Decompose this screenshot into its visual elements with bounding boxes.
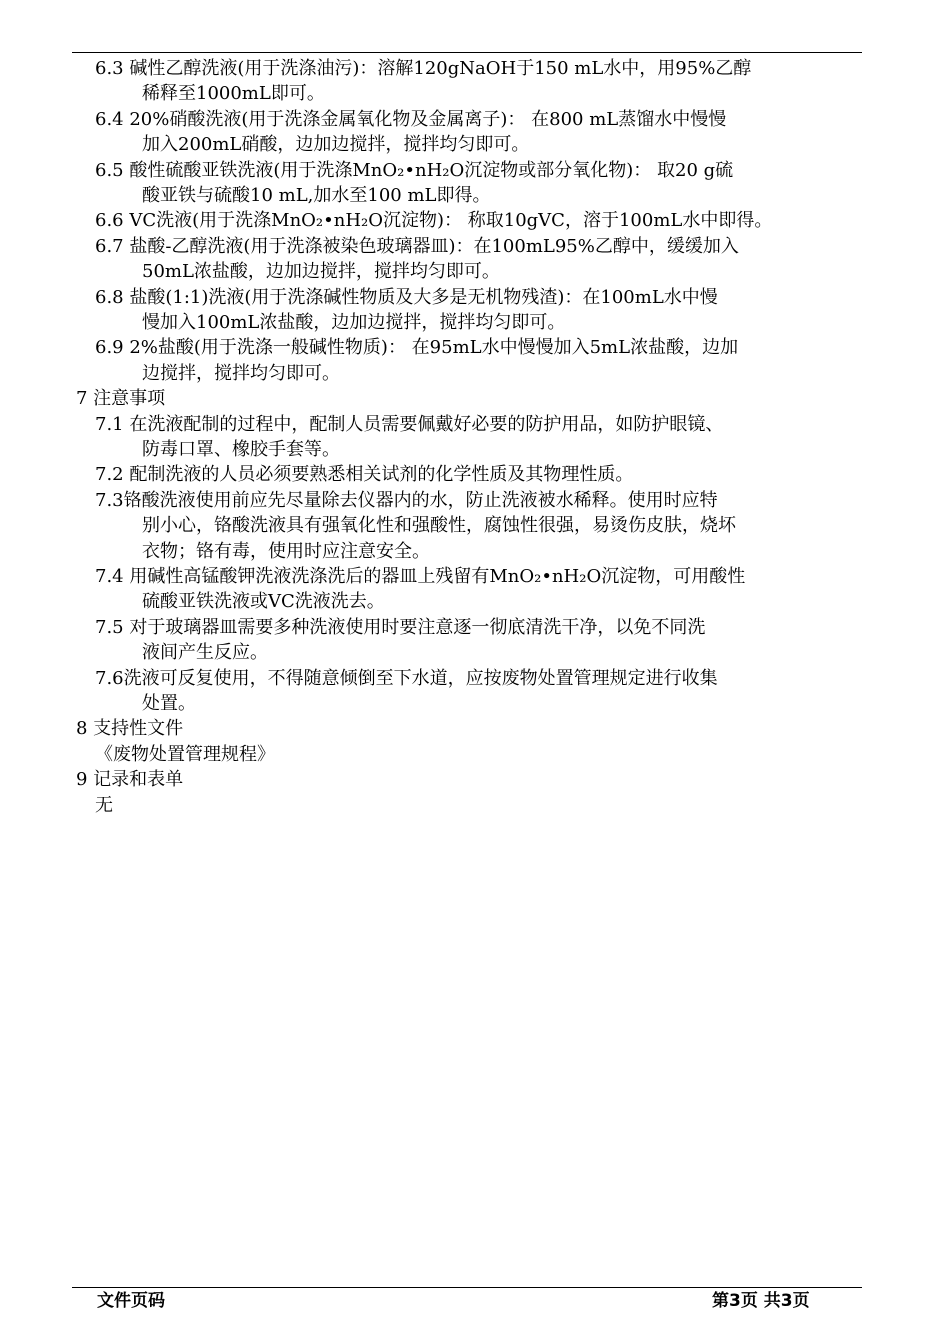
- header-rule: [72, 52, 862, 53]
- clause-item: 7.5 对于玻璃器皿需要多种洗液使用时要注意逐一彻底清洗干净，以免不同洗: [95, 616, 706, 638]
- text-line: 处置。: [142, 693, 196, 714]
- text-line: 50mL浓盐酸，边加边搅拌，搅拌均匀即可。: [142, 261, 500, 283]
- section-heading: 7 注意事项: [76, 388, 166, 410]
- clause-item: 7.3铬酸洗液使用前应先尽量除去仪器内的水，防止洗液被水稀释。使用时应特: [95, 489, 718, 511]
- text-line: 酸亚铁与硫酸10 mL,加水至100 mL即得。: [142, 185, 491, 206]
- text-line: 《废物处置管理规程》: [95, 743, 275, 765]
- text-line: 别小心，铬酸洗液具有强氧化性和强酸性，腐蚀性很强，易烫伤皮肤，烧坏: [142, 515, 736, 537]
- clause-item: 6.8 盐酸(1:1)洗液(用于洗涤碱性物质及大多是无机物残渣)：在100mL水中慢: [95, 286, 718, 308]
- text-line: 加入200mL硝酸，边加边搅拌，搅拌均匀即可。: [142, 134, 530, 156]
- footer-label: 文件页码: [97, 1291, 165, 1311]
- clause-item: 6.4 20%硝酸洗液(用于洗涤金属氧化物及金属离子)： 在800 mL蒸馏水中慢慢: [95, 108, 727, 130]
- text-line: 衣物；铬有毒，使用时应注意安全。: [142, 540, 430, 562]
- clause-item: 6.3 碱性乙醇洗液(用于洗涤油污)：溶解120gNaOH于150 mL水中，用95%乙醇: [95, 58, 752, 79]
- clause-item: 6.7 盐酸-乙醇洗液(用于洗涤被染色玻璃器皿)：在100mL95%乙醇中，缓缓加入: [95, 235, 739, 257]
- clause-item: 6.6 VC洗液(用于洗涤MnO₂•nH₂O沉淀物)： 称取10gVC，溶于100mL水中即得。: [95, 210, 773, 232]
- text-line: 无: [95, 794, 113, 816]
- text-line: 稀释至1000mL即可。: [142, 83, 325, 105]
- text-line: 边搅拌，搅拌均匀即可。: [142, 362, 340, 384]
- text-line: 液间产生反应。: [142, 642, 268, 664]
- text-line: 防毒口罩、橡胶手套等。: [142, 439, 340, 460]
- clause-item: 7.1 在洗液配制的过程中，配制人员需要佩戴好必要的防护用品，如防护眼镜、: [95, 413, 724, 435]
- footer-rule: [72, 1287, 862, 1288]
- clause-item: 6.9 2%盐酸(用于洗涤一般碱性物质)： 在95mL水中慢慢加入5mL浓盐酸，边加: [95, 337, 739, 359]
- section-heading: 9 记录和表单: [76, 769, 184, 791]
- clause-item: 6.5 酸性硫酸亚铁洗液(用于洗涤MnO₂•nH₂O沉淀物或部分氧化物)： 取20 g硫: [95, 159, 734, 181]
- clause-item: 7.2 配制洗液的人员必须要熟悉相关试剂的化学性质及其物理性质。: [95, 464, 634, 486]
- page-number: 第3页 共3页: [712, 1291, 810, 1311]
- text-line: 慢加入100mL浓盐酸，边加边搅拌，搅拌均匀即可。: [142, 312, 566, 333]
- section-heading: 8 支持性文件: [76, 718, 184, 740]
- text-line: 硫酸亚铁洗液或VC洗液洗去。: [142, 591, 385, 613]
- clause-item: 7.6洗液可反复使用，不得随意倾倒至下水道，应按废物处置管理规定进行收集: [95, 667, 718, 689]
- clause-item: 7.4 用碱性高锰酸钾洗液洗涤洗后的器皿上残留有MnO₂•nH₂O沉淀物，可用酸性: [95, 566, 746, 587]
